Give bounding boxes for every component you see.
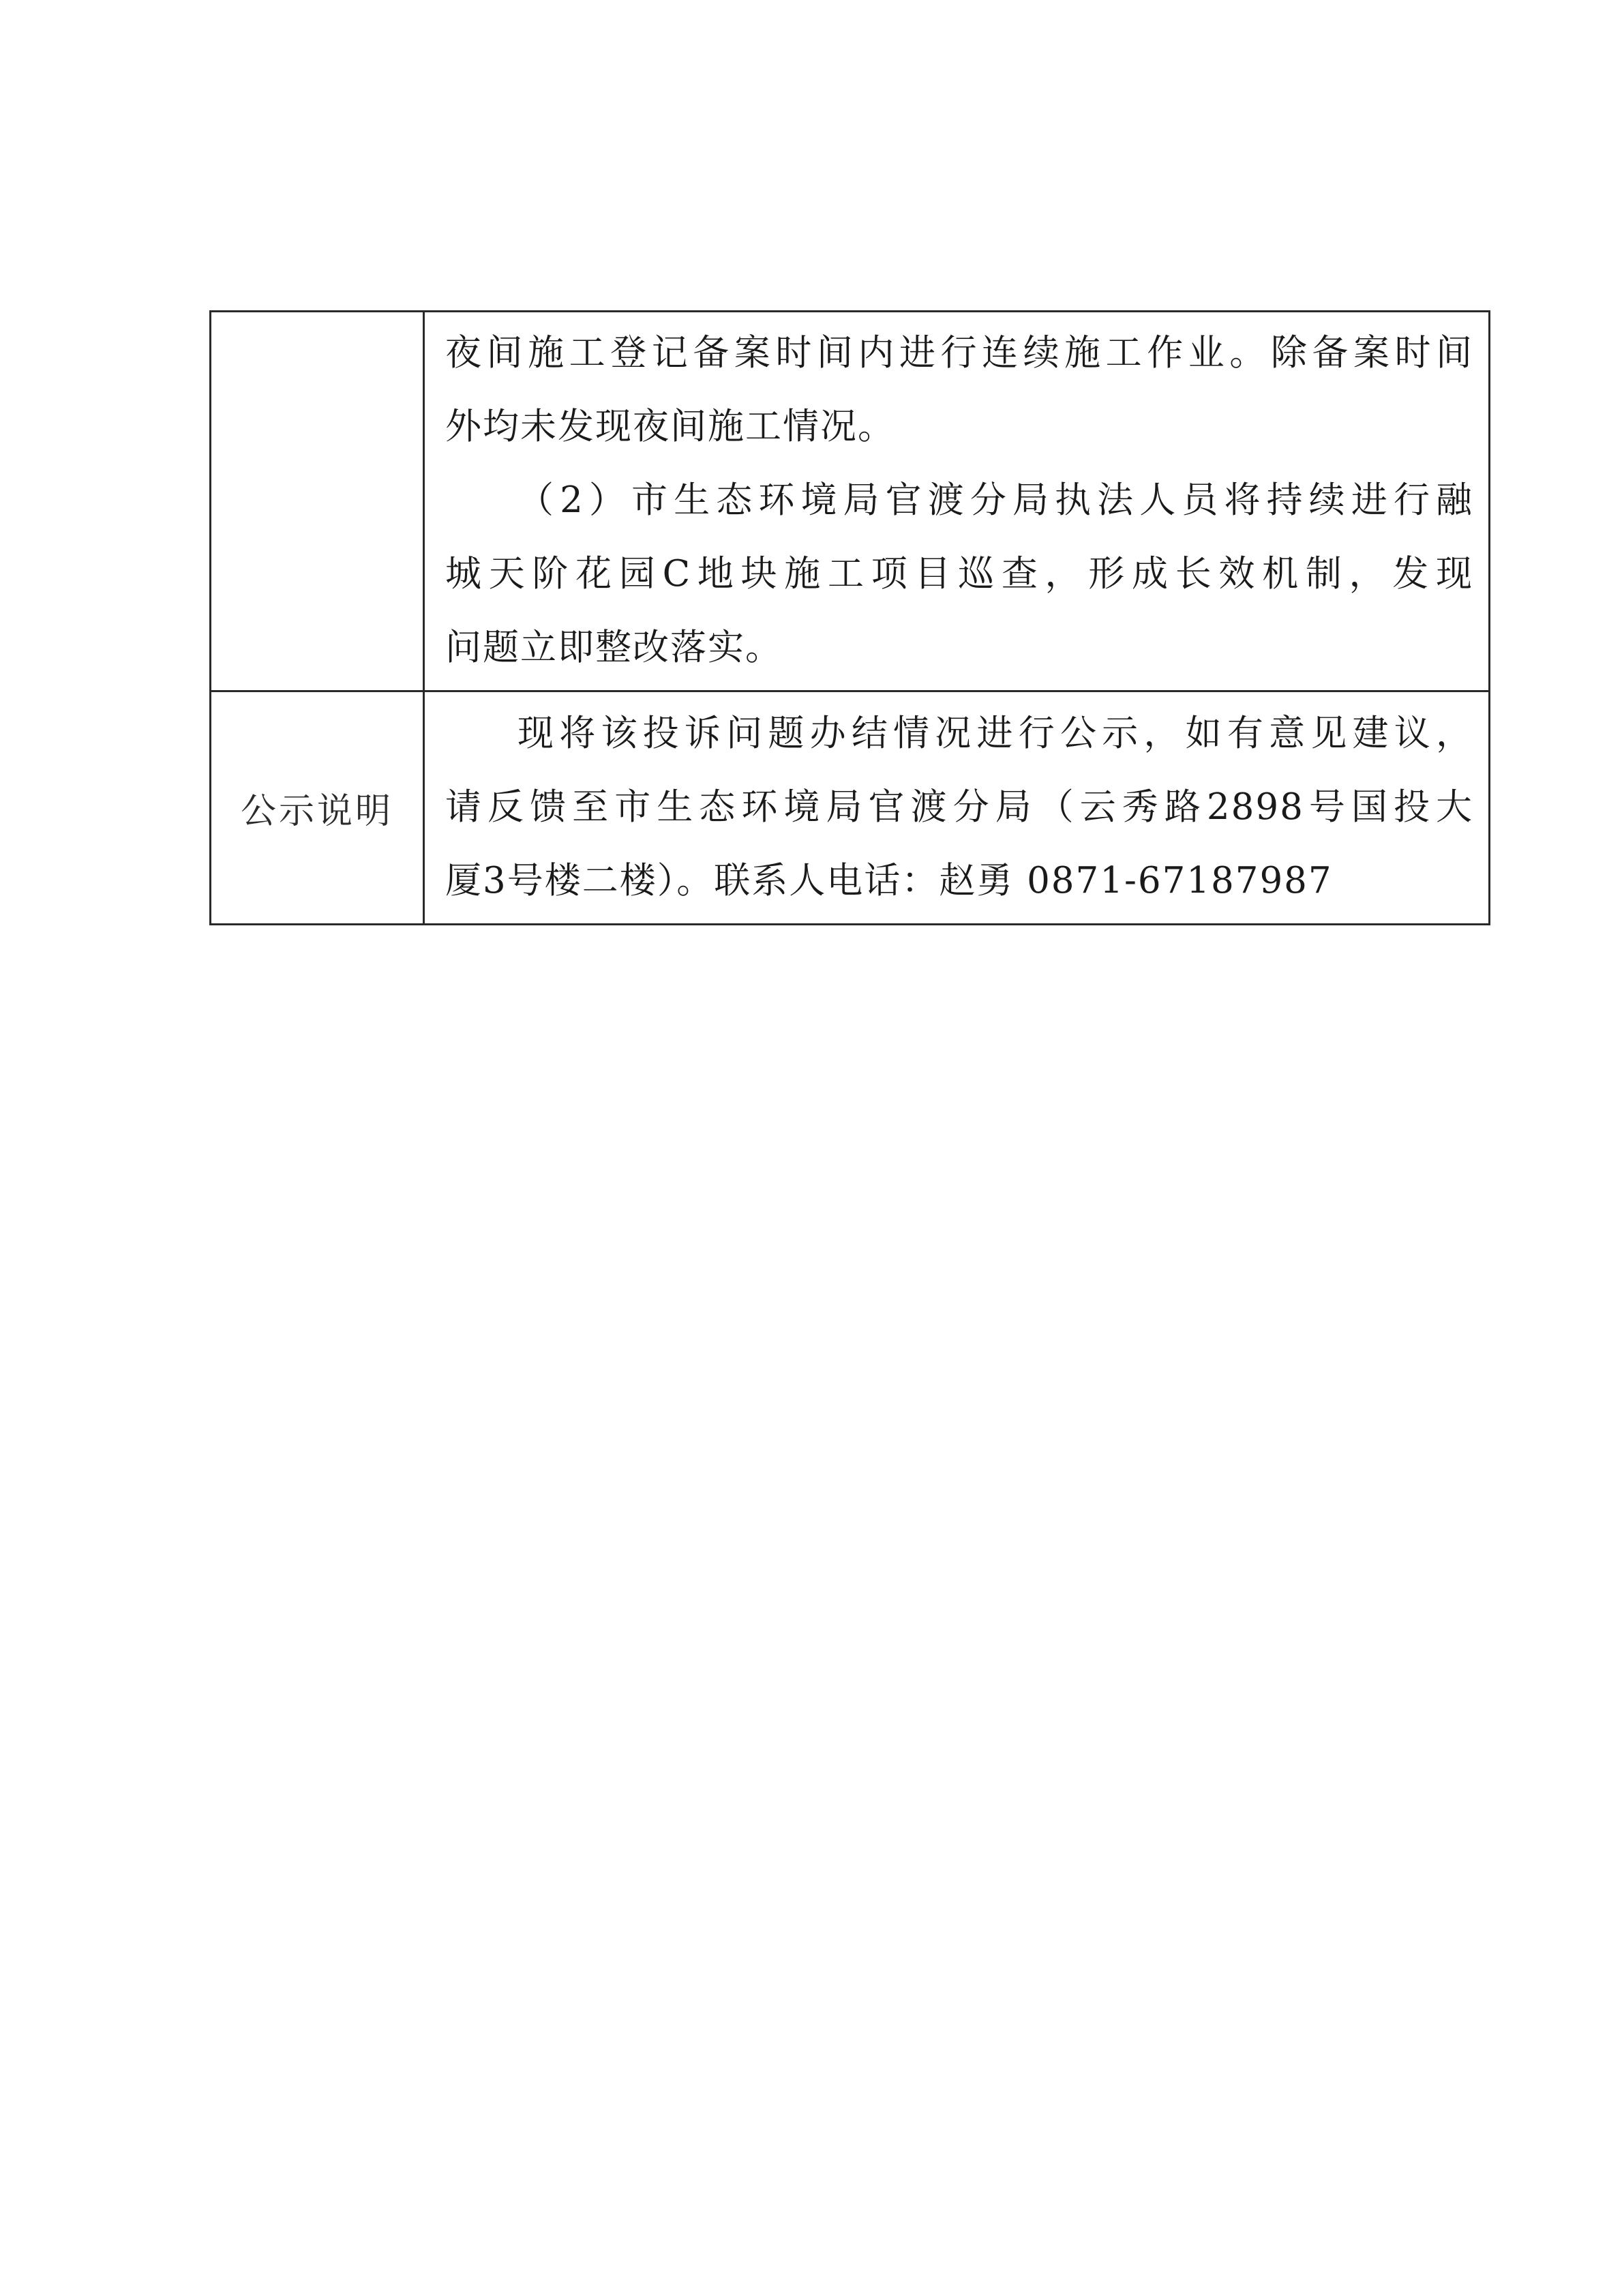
publicity-content bbox=[424, 691, 1490, 925]
content-line: （2）市生态环境局官渡分局执法人员将持续进行融 bbox=[517, 479, 1473, 521]
content-line: 夜间施工登记备案时间内进行连续施工作业。除备案时间 bbox=[445, 332, 1473, 374]
content-line: 现将该投诉问题办结情况进行公示，如有意见建议， bbox=[517, 712, 1473, 754]
table-row bbox=[211, 691, 1490, 925]
content-line: 问题立即整改落实。 bbox=[445, 627, 783, 668]
contact-line: 厦3号楼二楼）。联系人电话：赵勇 0871-67187987 bbox=[445, 859, 1333, 901]
row-content bbox=[424, 312, 1490, 691]
content-line: 请反馈至市生态环境局官渡分局（云秀路2898号国投大 bbox=[445, 786, 1473, 828]
content-line: 外均未发现夜间施工情况。 bbox=[445, 406, 895, 447]
publicity-label: 公示说明 bbox=[211, 691, 424, 925]
content-line: 城天阶花园C地块施工项目巡查，形成长效机制，发现 bbox=[445, 553, 1473, 595]
document-table bbox=[209, 310, 1490, 925]
row-label-empty bbox=[211, 312, 424, 691]
table-row bbox=[211, 312, 1490, 691]
